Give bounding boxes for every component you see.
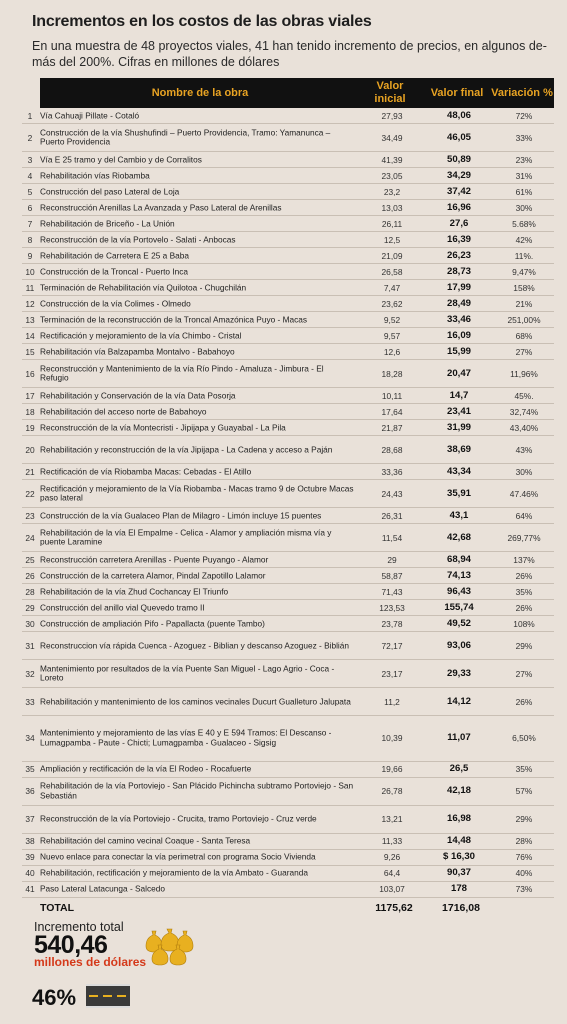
project-name: Reconstrucción carretera Arenillas - Puente Puyango - Alamor [40,554,269,564]
variation-value: 61% [515,186,533,197]
initial-value: 9,52 [383,314,401,325]
project-name: Rectificación y mejoramiento de la Vía Riobamba - Macas tramo 9 de Octubre Macas paso lateral [40,484,354,503]
initial-value: 12,5 [383,234,401,245]
column-header-final: Valor final [430,86,484,99]
variation-value: 33% [515,132,533,143]
initial-value: 17,64 [381,406,403,417]
project-name: Ampliación y rectificación de la vía El Rodeo - Rocafuerte [40,764,252,774]
initial-value: 19,66 [381,764,403,775]
final-value: 33,46 [446,313,471,325]
project-name: Rehabilitación de la vía Zhud Cochancay El Triunfo [40,586,229,596]
row-number: 37 [25,814,35,825]
row-number: 30 [25,618,35,629]
row-number: 12 [25,298,35,309]
final-value: 37,42 [446,185,471,197]
variation-value: 27% [515,346,533,357]
row-number: 28 [25,586,35,597]
variation-value: 76% [515,852,533,863]
initial-value: 9,26 [383,852,401,863]
project-name: Rehabilitación de la vía Portoviejo - San Plácido Pichincha subtramo Portoviejo - San Sebastián [40,781,354,801]
row-number: 26 [25,570,35,581]
row-number: 9 [27,250,33,261]
initial-value: 10,39 [381,733,403,744]
initial-value: 12,6 [383,346,401,357]
initial-value: 58,87 [381,570,403,581]
row-number: 19 [25,422,35,433]
total-initial: 1175,62 [375,902,413,914]
project-name: Construcción de la Troncal - Puerto Inca [40,266,189,276]
initial-value: 7,47 [383,282,401,293]
project-name: Rehabilitación de Carretera E 25 a Baba [40,250,189,260]
table-row [22,248,554,264]
total-row [22,898,554,918]
table-row [22,632,554,660]
initial-value: 123,53 [379,602,405,613]
project-name: Rehabilitación de Briceño - La Unión [40,218,175,228]
row-number: 20 [25,444,35,455]
final-value: 16,98 [446,813,471,825]
table-row [22,552,554,568]
table-row [22,882,554,898]
variation-value: 73% [515,884,533,895]
total-final: 1716,08 [442,902,480,914]
variation-value: 43% [515,444,533,455]
row-number: 22 [25,488,35,499]
project-name: Reconstrucción de la vía Portovelo - Salati - Anbocas [40,234,236,244]
row-number: 18 [25,406,35,417]
final-value: 26,23 [446,249,471,261]
final-value: 68,94 [446,553,471,565]
variation-value: 35% [515,586,533,597]
final-value: 28,73 [446,265,471,277]
row-number: 4 [27,170,33,181]
variation-value: 9,47% [512,266,536,277]
initial-value: 21,87 [381,422,403,433]
table-row [22,524,554,552]
table-row [22,866,554,882]
final-value: 35,91 [446,487,471,499]
initial-value: 11,2 [384,696,400,707]
variation-value: 35% [515,764,533,775]
variation-value: 68% [515,330,533,341]
row-number: 7 [27,218,33,229]
table-row [22,464,554,480]
row-number: 33 [25,696,35,707]
variation-value: 108% [513,618,535,629]
increase-label: Incremento total [34,920,124,934]
table-row [22,388,554,404]
project-name: Rectificación y mejoramiento de la vía Chimbo - Cristal [40,330,242,340]
initial-value: 27,93 [381,110,403,121]
initial-value: 24,43 [381,488,403,499]
initial-value: 34,49 [381,132,403,143]
variation-value: 40% [515,868,533,879]
final-value: 29,33 [446,667,471,679]
initial-value: 26,31 [381,510,403,521]
table-row [22,216,554,232]
final-value: 14,7 [449,389,469,401]
table-row [22,600,554,616]
project-name: Rehabilitación y Conservación de la vía Data Posorja [40,390,236,400]
variation-value: 29% [515,640,533,651]
variation-value: 30% [515,202,533,213]
table-row [22,296,554,312]
project-name: Rehabilitación y reconstrucción de la vía Jipijapa - La Cadena y acceso a Paján [40,444,333,454]
variation-value: 45%. [514,390,534,401]
project-name: Reconstruccion vía rápida Cuenca - Azoguez - Biblian y descanso Azoguez - Biblián [40,640,350,650]
page-title: Incrementos en los costos de las obras viales [32,13,372,30]
initial-value: 18,28 [381,368,403,379]
column-header-name: Nombre de la obra [151,86,249,99]
variation-value: 158% [513,282,535,293]
initial-value: 23,62 [381,298,403,309]
project-name: Rehabilitación vía Balzapamba Montalvo - Babahoyo [40,346,235,356]
variation-value: 23% [515,154,533,165]
initial-value: 13,03 [381,202,403,213]
project-name: Rehabilitación del acceso norte de Babahoyo [40,406,207,416]
initial-value: 23,78 [381,618,403,629]
project-name: Rehabilitación vías Riobamba [40,170,150,180]
table-row [22,232,554,248]
column-header-initial: Valor inicial [374,80,406,105]
initial-value: 64,4 [383,868,401,879]
initial-value: 23,05 [381,170,403,181]
variation-value: 11,96% [510,368,538,379]
initial-value: 23,17 [381,668,403,679]
project-name: Construcción de la vía Shushufindi – Puerto Providencia, Tramo: Yamanunca – Puerto Providencia [40,128,331,147]
variation-value: 47.46% [509,488,539,499]
project-name: Vía Cahuaji Pillate - Cotaló [40,110,140,120]
variation-value: 30% [515,466,533,477]
row-number: 13 [25,314,35,325]
table-row [22,806,554,834]
final-value: 16,39 [446,233,471,245]
money-bags-icon [142,927,198,967]
final-value: 17,99 [446,281,471,293]
variation-value: 31% [515,170,533,181]
final-value: 14,12 [446,695,471,707]
row-number: 29 [25,602,35,613]
initial-value: 29 [387,554,397,565]
final-value: 74,13 [446,569,471,581]
row-number: 1 [27,110,33,121]
table-row [22,360,554,388]
project-name: Rehabilitación, rectificación y mejoramiento de la vía Ambato - Guaranda [40,868,308,878]
row-number: 31 [25,640,35,651]
table-row [22,168,554,184]
project-name: Terminación de Rehabilitación vía Quilotoa - Chugchilán [40,282,247,292]
variation-value: 72% [515,110,533,121]
final-value: 50,89 [446,153,471,165]
row-number: 40 [25,868,35,879]
project-name: Rehabilitación y mantenimiento de los caminos vecinales Ducurt Gualleturo Jalupata [40,696,351,706]
project-name: Mantenimiento y mejoramiento de las vías E 40 y E 594 Tramos: El Descanso - Lumagpamba - Paute - Chicti; Lumagpamba - Gualaceo - Sigsig [40,728,332,748]
table-row [22,124,554,152]
variation-value: 64% [515,510,533,521]
road-icon [86,981,130,1011]
row-number: 36 [25,786,35,797]
row-number: 6 [27,202,33,213]
project-name: Vía E 25 tramo y del Cambio y de Corralitos [40,154,202,164]
initial-value: 41,39 [381,154,403,165]
row-number: 21 [25,466,35,477]
initial-value: 26,78 [381,786,403,797]
variation-value: 43,40% [509,422,539,433]
table-row [22,280,554,296]
final-value: 38,69 [446,443,471,455]
table-row [22,200,554,216]
column-header-variation: Variación % [491,86,553,99]
final-value: 43,34 [446,465,471,477]
project-name: Rectificación de vía Riobamba Macas: Cebadas - El Atillo [40,466,252,476]
final-value: $ 16,30 [442,851,475,863]
table-row [22,850,554,866]
table-row [22,688,554,716]
project-name: Reconstrucción y Mantenimiento de la vía Río Pindo - Amaluza - Jimbura - El Refugio [40,364,324,383]
table-row [22,184,554,200]
project-name: Construcción de la vía Colimes - Olmedo [40,298,191,308]
project-name: Construcción de la carretera Alamor, Pindal Zapotillo Lalamor [40,570,266,580]
final-value: 11,07 [447,732,471,744]
table-row [22,344,554,360]
row-number: 2 [27,132,33,143]
table-row [22,420,554,436]
initial-value: 71,43 [381,586,403,597]
project-name: Reconstrucción de la vía Portoviejo - Crucita, tramo Portoviejo - Cruz verde [40,814,317,824]
table-row [22,716,554,762]
row-number: 35 [25,764,35,775]
percent-value: 46% [32,985,77,1010]
table-row [22,152,554,168]
variation-value: 137% [513,554,535,565]
final-value: 27,6 [449,217,469,229]
final-value: 178 [450,883,467,895]
final-value: 49,52 [446,617,471,629]
project-name: Rehabilitación del camino vecinal Coaque - Santa Teresa [40,836,251,846]
row-number: 3 [27,154,33,165]
table-row [22,616,554,632]
increase-value: 540,46 [34,931,108,959]
final-value: 14,48 [446,835,471,847]
row-number: 16 [25,368,35,379]
final-value: 23,41 [446,405,471,417]
initial-value: 26,58 [381,266,403,277]
final-value: 28,49 [446,297,471,309]
final-value: 26,5 [449,763,469,775]
project-name: Reconstrucción Arenillas La Avanzada y Paso Lateral de Arenillas [40,202,282,212]
final-value: 155,74 [444,601,474,613]
final-value: 46,05 [446,131,471,143]
variation-value: 6,50% [512,733,536,744]
final-value: 20,47 [446,367,471,379]
variation-value: 5.68% [512,218,536,229]
final-value: 42,68 [446,531,471,543]
variation-value: 21% [515,298,533,309]
variation-value: 26% [515,696,533,707]
row-number: 5 [27,186,33,197]
initial-value: 28,68 [381,444,403,455]
table-body [22,108,554,898]
final-value: 96,43 [446,585,471,597]
table-row [22,660,554,688]
table-row [22,508,554,524]
variation-value: 26% [515,570,533,581]
project-name: Mantenimiento por resultados de la vía Puente San Miguel - Lago Agrio - Coca - Loreto [40,664,335,683]
table-header [40,78,554,108]
row-number: 38 [25,836,35,847]
final-value: 34,29 [446,169,471,181]
row-number: 25 [25,554,35,565]
row-number: 17 [25,390,35,401]
variation-value: 26% [515,602,533,613]
row-number: 32 [25,668,35,679]
row-number: 10 [25,266,35,277]
project-name: Construcción del anillo vial Quevedo tramo II [40,602,205,612]
variation-value: 29% [515,814,533,825]
table-row [22,480,554,508]
table-row [22,584,554,600]
variation-value: 27% [515,668,533,679]
initial-value: 72,17 [381,640,403,651]
initial-value: 103,07 [379,884,405,895]
variation-value: 32,74% [509,406,539,417]
table-row [22,312,554,328]
initial-value: 11,33 [381,836,403,847]
project-name: Construcción del paso Lateral de Loja [40,186,180,196]
final-value: 48,06 [446,109,471,121]
final-value: 93,06 [446,639,471,651]
initial-value: 33,36 [381,466,403,477]
row-number: 34 [25,733,35,744]
variation-value: 42% [515,234,533,245]
variation-value: 28% [515,836,533,847]
table-row [22,328,554,344]
initial-value: 9,57 [383,330,401,341]
initial-value: 13,21 [381,814,403,825]
table-row [22,762,554,778]
project-name: Paso Lateral Latacunga - Salcedo [40,884,166,894]
final-value: 16,96 [446,201,471,213]
row-number: 15 [25,346,35,357]
variation-value: 269,77% [507,532,541,543]
table-row [22,436,554,464]
row-number: 14 [25,330,35,341]
final-value: 31,99 [446,421,471,433]
table-row [22,404,554,420]
row-number: 39 [25,852,35,863]
table-row [22,834,554,850]
variation-value: 11%. [514,250,534,261]
variation-value: 57% [515,786,533,797]
final-value: 43,1 [449,509,469,521]
row-number: 41 [25,884,35,895]
final-value: 16,09 [446,329,471,341]
row-number: 24 [25,532,35,543]
table-row [22,264,554,280]
project-name: Reconstrucción de la vía Montecristi - Jipijapa y Guayabal - La Pila [40,422,286,432]
project-name: Rehabilitación de la vía El Empalme - Celica - Alamor y ampliación misma vía y puente Laramine [40,528,332,547]
final-value: 42,18 [446,785,471,797]
increase-unit: millones de dólares [34,955,147,969]
page-subtitle: En una muestra de 48 proyectos viales, 41 han tenido incremento de precios, en algunos de-más del 200%. Cifras en millones de dólares [32,39,547,69]
variation-value: 251,00% [507,314,541,325]
final-value: 15,99 [446,345,471,357]
total-label: TOTAL [40,902,75,914]
project-name: Construcción de la vía Gualaceo Plan de Milagro - Limón incluye 15 puentes [40,510,322,520]
table-row [22,568,554,584]
row-number: 11 [25,282,35,293]
row-number: 8 [27,234,33,245]
initial-value: 23,2 [383,186,401,197]
row-number: 23 [25,510,35,521]
initial-value: 11,54 [381,532,403,543]
project-name: Nuevo enlace para conectar la vía perimetral con programa Socio Vivienda [40,852,316,862]
project-name: Construcción de ampliación Pifo - Papallacta (puente Tambo) [40,618,265,628]
table-row [22,778,554,806]
project-name: Terminación de la reconstrucción de la Troncal Amazónica Puyo - Macas [40,314,308,324]
final-value: 90,37 [446,867,471,879]
initial-value: 21,09 [381,250,403,261]
table-row [22,108,554,124]
initial-value: 10,11 [381,390,403,401]
initial-value: 26,11 [381,218,403,229]
